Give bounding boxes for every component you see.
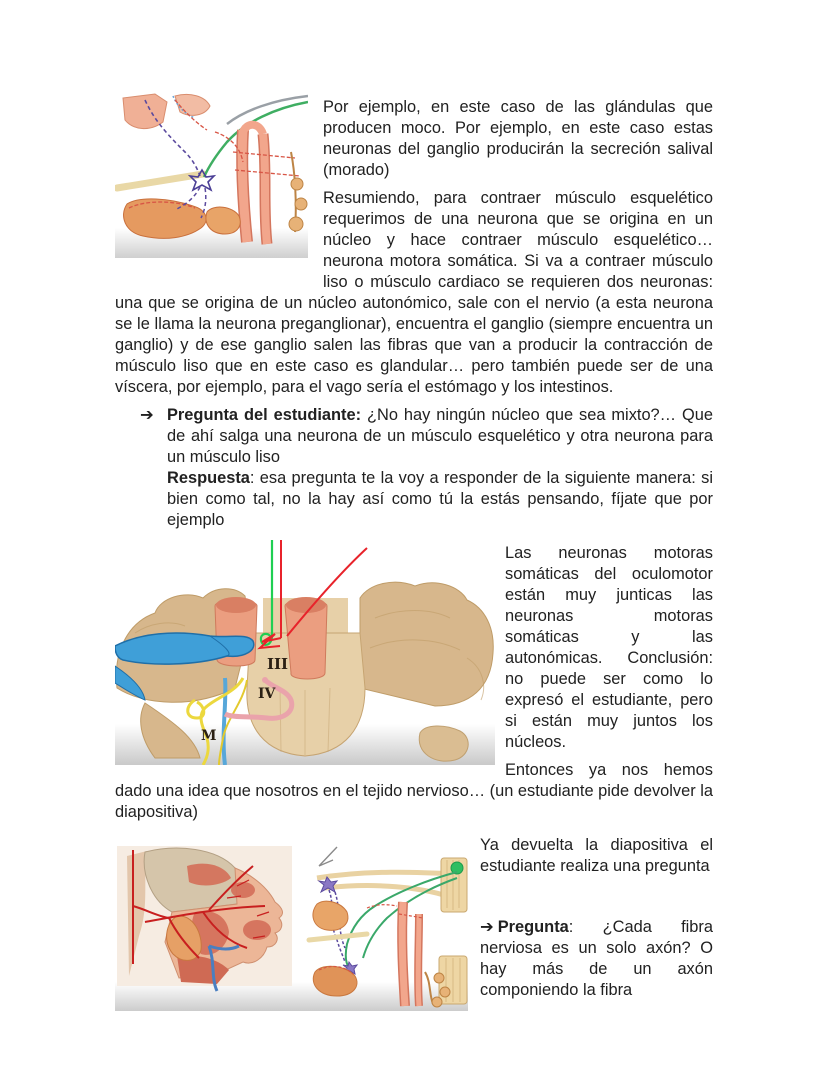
label-oculomotor-nucleus-iii: III (267, 655, 289, 673)
question-1-text: ¿No hay ningún núcleo que sea mixto?… Que de ahí salga una neurona de un músculo esquelético y otra neurona para un músculo liso (167, 406, 713, 466)
paragraph-glands: Por ejemplo, en este caso de las glándulas que producen moco. Por ejemplo, en este caso estas neuronas del ganglio producirán la secreción salival (morado) (323, 98, 713, 179)
head-nerves-svg (115, 844, 468, 1011)
head-dissection-panel (117, 846, 292, 991)
student-question-1 (115, 405, 713, 531)
paragraph-nuclei: Las neuronas motoras somáticas del oculomotor están muy junticas las neuronas motoras somáticas y las autonómicas. Conclusión: no puede ser como lo expresó el estudiante, pero si están muy juntos los núcleos. (505, 544, 713, 751)
paragraph-idea: Entonces ya nos hemos dado una idea que nosotros en el tejido nervioso… (un estudiante pide devolver la diapositiva) (115, 761, 713, 821)
label-trochlear-nucleus-iv: IV (258, 686, 276, 702)
label-m: M (201, 728, 217, 744)
question-2-label: Pregunta (497, 918, 569, 936)
paragraph-slide-returned: Ya devuelta la diapositiva el estudiante realiza una pregunta (480, 836, 713, 875)
question-2-text: : ¿Cada fibra nerviosa es un solo axón? O hay más de un axón componiendo la fibra (480, 918, 713, 999)
paragraph-summary: Resumiendo, para contraer músculo esquelético requerimos de una neurona que se origina en un núcleo y hace contraer músculo esquelético… neurona motora somática. Si va a contraer músculo liso o músculo cardiaco se requieren dos neuronas: una que se origina de un núcleo autonómico, sale con el nervio (a esta neurona se le llama la neurona preganglionar), encuentra el ganglio (siempre encuentra un ganglio) y de ese ganglio salen las fibras que van a producir la contracción de músculo liso que en este caso es glandular… pero también puede ser de una víscera, por ejemplo, para el vago sería el estómago y los intestinos. (115, 189, 713, 396)
brainstem-svg (115, 538, 495, 765)
figure-salivary-glands-illustration (115, 92, 308, 287)
arrow-bullet-icon: ➔ (140, 406, 154, 424)
figure-brainstem-illustration (115, 538, 495, 765)
question-1-line (167, 405, 713, 468)
answer-1-line (167, 468, 713, 531)
arrow-bullet-icon: ➔ (480, 918, 494, 936)
section-slide-return (115, 830, 713, 1011)
salivary-glands-svg (115, 92, 308, 287)
section-oculomotor (115, 538, 713, 830)
figure-head-and-nerve-pathway-illustration (115, 844, 468, 1011)
question-2-lead (480, 918, 569, 936)
answer-1-text: : esa pregunta te la voy a responder de la siguiente manera: si bien como tal, no la hay así como tú la estás pensando, fíjate que por ejemplo (167, 469, 713, 529)
question-1-label: Pregunta del estudiante: (167, 406, 362, 424)
question-1-content (167, 405, 713, 531)
answer-1-label: Respuesta (167, 469, 250, 487)
section-glands (115, 92, 713, 538)
